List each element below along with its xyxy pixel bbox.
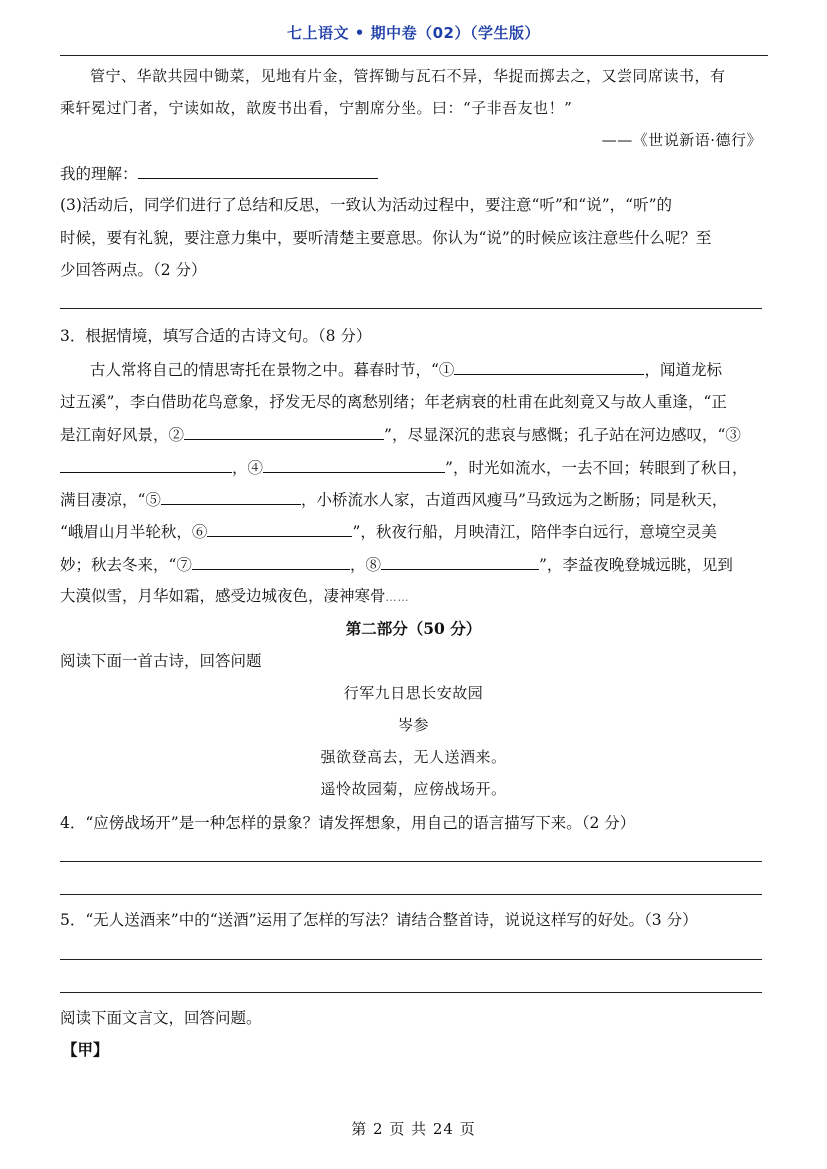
q3-text: 古人常将自己的情思寄托在景物之中。暮春时节，“①: [90, 361, 455, 379]
q3-line: [60, 521, 717, 542]
classical-instruction: 阅读下面文言文，回答问题。: [60, 1009, 262, 1027]
q3-line: [90, 359, 722, 380]
my-understanding-row: [60, 163, 378, 184]
q3-blank-7[interactable]: [192, 554, 350, 570]
q3-line: [60, 554, 733, 575]
q2-3-line: 少回答两点。（2 分）: [60, 261, 207, 279]
ellipsis: ……: [385, 591, 410, 604]
q3-text: ，小桥流水人家，古道西风瘦马”马致远为之断肠；同是秋天，: [300, 491, 728, 509]
q3-blank-4[interactable]: [263, 457, 445, 473]
q3-text: 大漠似雪，月华如霜，感受边城夜色，凄神寒骨: [60, 587, 386, 605]
q3-blank-5[interactable]: [161, 489, 301, 505]
q3-blank-1[interactable]: [454, 359, 644, 375]
q3-text: ，⑧: [349, 556, 381, 574]
passage-source: ——《世说新语·德行》: [601, 131, 762, 149]
q2-3-line: (3)活动后，同学们进行了总结和反思，一致认为活动过程中，要注意“听”和“说”，“听”的: [60, 196, 673, 214]
q3-text: 是江南好风景，②: [60, 426, 185, 444]
poem-line: 遥怜故园菊，应傍战场开。: [320, 780, 507, 798]
q4-answer-line[interactable]: [60, 894, 762, 895]
q3-text: 妙；秋去冬来，“⑦: [60, 556, 192, 574]
my-understanding-blank[interactable]: [138, 163, 378, 179]
q2-3-line: 时候，要有礼貌，要注意力集中，要听清楚主要意思。你认为“说”的时候应该注意些什么呢？至: [60, 229, 712, 247]
q3-line: [60, 424, 741, 445]
q3-text: ，闻道龙标: [644, 361, 722, 379]
q3-line: [60, 457, 747, 478]
q3-line: [60, 586, 410, 608]
q3-blank-3[interactable]: [60, 457, 232, 473]
q3-blank-2[interactable]: [184, 424, 384, 440]
q3-blank-6[interactable]: [207, 521, 352, 537]
part2-instruction: 阅读下面一首古诗，回答问题: [60, 652, 262, 670]
poem-author: 岑参: [397, 716, 429, 734]
q5-answer-line[interactable]: [60, 992, 762, 993]
q3-text: ”，尽显深沉的悲哀与感慨；孔子站在河边感叹，“③: [384, 426, 741, 444]
poem-line: 强欲登高去，无人送酒来。: [320, 748, 507, 766]
q4-text: 4．“应傍战场开”是一种怎样的景象？请发挥想象，用自己的语言描写下来。（2 分）: [60, 814, 636, 832]
page-footer: 第 2 页 共 24 页: [351, 1120, 476, 1138]
q3-text: ”，秋夜行船，月映清江，陪伴李白远行，意境空灵美: [352, 523, 717, 541]
q3-line: [60, 489, 727, 510]
q3-text: ”，李益夜晚登城远眺，见到: [538, 556, 733, 574]
poem-title: 行军九日思长安故园: [343, 684, 484, 702]
classical-label-jia: 【甲】: [62, 1040, 109, 1059]
passage-line: 乘轩冕过门者，宁读如故，歆废书出看，宁割席分坐。曰：“子非吾友也！”: [60, 99, 573, 117]
my-understanding-label: 我的理解：: [60, 165, 138, 183]
header-divider: [60, 55, 768, 56]
page-header-title: 七上语文 • 期中卷（02）（学生版）: [287, 24, 540, 42]
q5-answer-line[interactable]: [60, 959, 762, 960]
q5-text: 5．“无人送酒来”中的“送酒”运用了怎样的写法？请结合整首诗，说说这样写的好处。（3 分）: [60, 911, 698, 929]
q3-text: ，④: [232, 459, 264, 477]
q3-line: 过五溪”，李白借助花鸟意象，抒发无尽的离愁别绪；年老病衰的杜甫在此刻竟又与故人重逢，“正: [60, 393, 727, 411]
part2-title: 第二部分（50 分）: [345, 619, 482, 638]
q2-3-answer-line[interactable]: [60, 308, 762, 309]
q4-answer-line[interactable]: [60, 861, 762, 862]
passage-line: 管宁、华歆共园中锄菜，见地有片金，管挥锄与瓦石不异，华捉而掷去之，又尝同席读书，有: [90, 67, 726, 85]
q3-title: 3．根据情境，填写合适的古诗文句。（8 分）: [60, 327, 372, 345]
q3-blank-8[interactable]: [381, 554, 539, 570]
q3-text: 满目凄凉，“⑤: [60, 491, 161, 509]
q3-text: “峨眉山月半轮秋，⑥: [60, 523, 208, 541]
q3-text: ”，时光如流水，一去不回；转眼到了秋日，: [445, 459, 748, 477]
